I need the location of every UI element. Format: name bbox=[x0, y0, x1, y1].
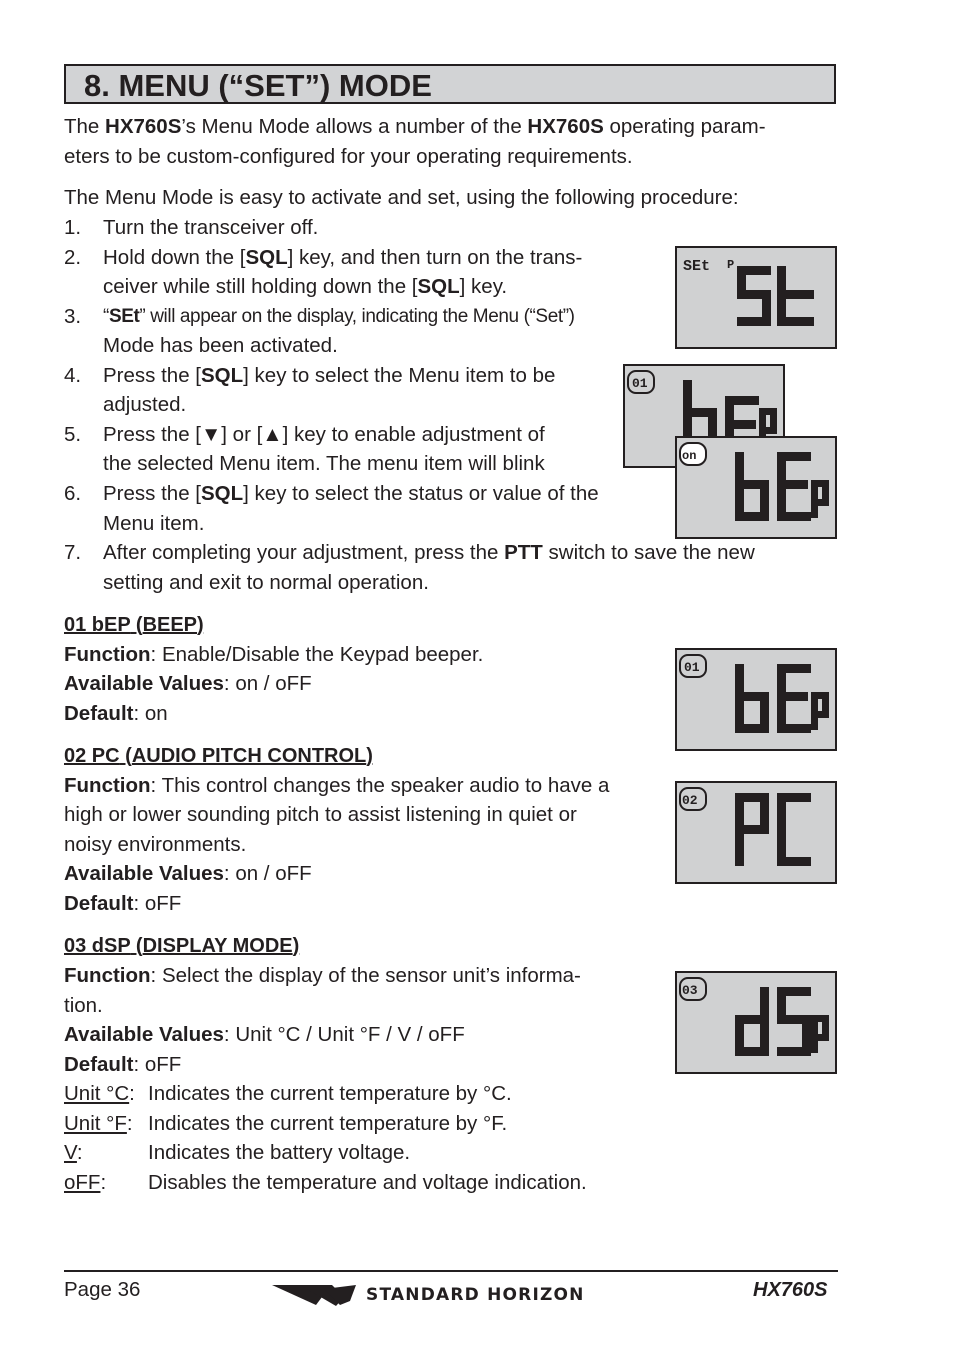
brand-name: STANDARD HORIZON bbox=[366, 1285, 585, 1305]
section-02-default: Default: oFF bbox=[64, 892, 182, 915]
definition-term: oFF: bbox=[64, 1171, 107, 1194]
section-03-function: Function: Select the display of the sensor unit’s informa- bbox=[64, 964, 581, 987]
step-text: ceiver while still holding down the [SQL] key. bbox=[103, 275, 508, 298]
definition-text: Indicates the current temperature by °F. bbox=[148, 1112, 508, 1135]
step-text: “SEt” will appear on the display, indicating the Menu (“Set”) bbox=[103, 306, 575, 327]
step-text: Menu item. bbox=[103, 512, 205, 535]
lcd-bep-on-display bbox=[675, 436, 837, 539]
section-02-heading: 02 PC (AUDIO PITCH CONTROL) bbox=[64, 745, 373, 767]
step-text: adjusted. bbox=[103, 393, 187, 416]
model-name: HX760S bbox=[753, 1279, 828, 1301]
definition-term: V: bbox=[64, 1141, 83, 1164]
svg-text:P: P bbox=[727, 258, 735, 272]
step-text: Hold down the [SQL] key, and then turn on the trans- bbox=[103, 246, 583, 269]
section-01-default: Default: on bbox=[64, 702, 168, 725]
step-number: 1. bbox=[64, 216, 82, 239]
step-number: 4. bbox=[64, 364, 82, 387]
section-02-function: Function: This control changes the speaker audio to have a bbox=[64, 774, 610, 797]
definition-term: Unit °C: bbox=[64, 1082, 135, 1105]
definition-text: Indicates the current temperature by °C. bbox=[148, 1082, 512, 1105]
svg-text:01: 01 bbox=[684, 660, 700, 675]
intro-line-3: The Menu Mode is easy to activate and set, using the following procedure: bbox=[64, 186, 739, 209]
section-01-values: Available Values: on / oFF bbox=[64, 672, 312, 695]
lcd-pc-display bbox=[675, 781, 837, 884]
step-number: 2. bbox=[64, 246, 82, 269]
step-number: 3. bbox=[64, 305, 82, 328]
section-03-heading: 03 dSP (DISPLAY MODE) bbox=[64, 935, 300, 957]
section-03-default: Default: oFF bbox=[64, 1053, 182, 1076]
step-text: Mode has been activated. bbox=[103, 334, 338, 357]
step-text: setting and exit to normal operation. bbox=[103, 571, 429, 594]
step-text: After completing your adjustment, press the PTT switch to save the new bbox=[103, 541, 755, 564]
section-02-function-cont: noisy environments. bbox=[64, 833, 247, 856]
step-text: Press the [SQL] key to select the status or value of the bbox=[103, 482, 599, 505]
brand-mark-icon bbox=[270, 1279, 362, 1311]
step-text: Press the [▼] or [▲] key to enable adjustment of bbox=[103, 423, 545, 446]
step-number: 7. bbox=[64, 541, 82, 564]
step-number: 5. bbox=[64, 423, 82, 446]
lcd-bep-segments bbox=[677, 650, 835, 749]
svg-text:01: 01 bbox=[632, 376, 648, 391]
definition-text: Indicates the battery voltage. bbox=[148, 1141, 411, 1164]
section-02-function-cont: high or lower sounding pitch to assist listening in quiet or bbox=[64, 803, 577, 826]
section-title-box bbox=[64, 64, 836, 104]
step-text: Press the [SQL] key to select the Menu item to be bbox=[103, 364, 556, 387]
lcd-set-segments bbox=[677, 248, 835, 347]
definition-text: Disables the temperature and voltage indication. bbox=[148, 1171, 587, 1194]
lcd-pc-segments bbox=[677, 783, 835, 882]
section-03-function-cont: tion. bbox=[64, 994, 103, 1017]
step-number: 6. bbox=[64, 482, 82, 505]
svg-text:on: on bbox=[682, 449, 697, 463]
section-03-values: Available Values: Unit °C / Unit °F / V / oFF bbox=[64, 1023, 465, 1046]
lcd-dsp-segments bbox=[677, 973, 835, 1072]
section-02-values: Available Values: on / oFF bbox=[64, 862, 312, 885]
brand-logo bbox=[270, 1279, 640, 1311]
page-number: Page 36 bbox=[64, 1278, 141, 1301]
svg-text:03: 03 bbox=[682, 983, 698, 998]
step-text: Turn the transceiver off. bbox=[103, 216, 319, 239]
intro-line-2: eters to be custom-configured for your operating requirements. bbox=[64, 145, 633, 168]
definition-term: Unit °F: bbox=[64, 1112, 133, 1135]
lcd-bep-display bbox=[675, 648, 837, 751]
step-text: the selected Menu item. The menu item will blink bbox=[103, 452, 545, 475]
section-01-function: Function: Enable/Disable the Keypad beeper. bbox=[64, 643, 484, 666]
page-title: 8. MENU (“SET”) MODE bbox=[84, 68, 432, 103]
lcd-bep-on-segments bbox=[677, 438, 835, 537]
svg-text:SEt: SEt bbox=[683, 258, 711, 275]
lcd-set-display bbox=[675, 246, 837, 349]
footer-rule bbox=[64, 1270, 838, 1272]
section-01-heading: 01 bEP (BEEP) bbox=[64, 614, 204, 636]
lcd-dsp-display bbox=[675, 971, 837, 1074]
intro-line-1: The HX760S’s Menu Mode allows a number of the HX760S operating param- bbox=[64, 115, 766, 138]
svg-text:02: 02 bbox=[682, 793, 698, 808]
